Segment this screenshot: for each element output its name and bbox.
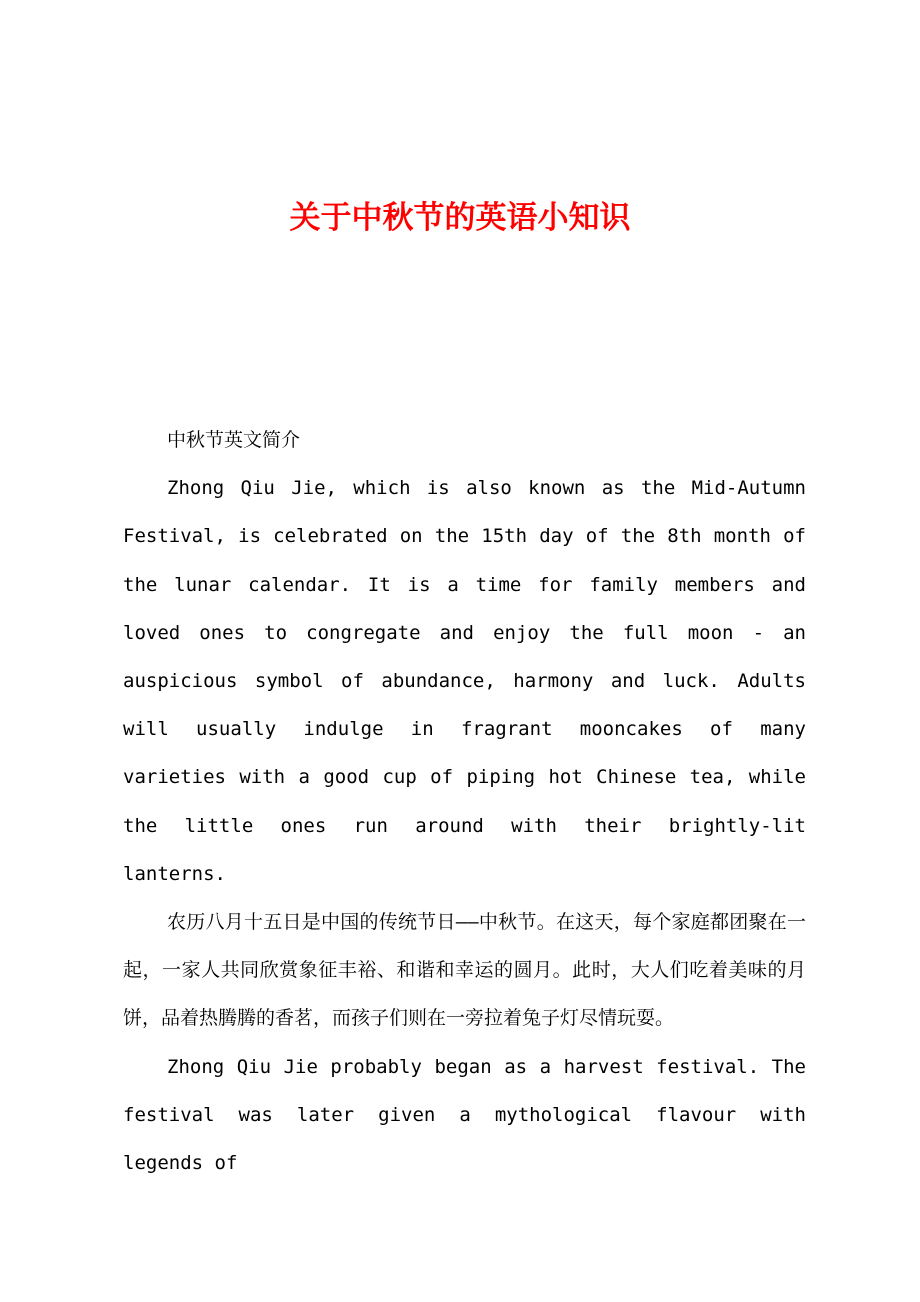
paragraph-harvest-origin: Zhong Qiu Jie probably began as a harvest festival. The festival was later given a mythological flavour with legends of — [123, 1055, 806, 1175]
paragraph-english-intro: Zhong Qiu Jie, which is also known as the Mid-Autumn Festival, is celebrated on the 15th day of the 8th month of the lunar calendar. It is a time for family members and loved ones to congregate and enjoy the full moon - an auspicious symbol of abundance, harmony and luck. Adults will usually indulge in fragrant mooncakes of many varieties with a good cup of piping hot Chinese tea, while the little ones run around with their brightly-lit lanterns. — [123, 477, 806, 885]
section-heading: 中秋节英文简介 — [167, 429, 301, 451]
paragraph-chinese-intro: 农历八月十五日是中国的传统节日——中秋节。在这天，每个家庭都团聚在一起，一家人共同欣赏象征丰裕、和谐和幸运的圆月。此时，大人们吃着美味的月饼，品着热腾腾的香茗，而孩子们则在一旁拉着兔子灯尽情玩耍。 — [123, 911, 806, 1030]
document-body — [123, 416, 806, 1187]
document-title: 关于中秋节的英语小知识 — [289, 200, 631, 236]
